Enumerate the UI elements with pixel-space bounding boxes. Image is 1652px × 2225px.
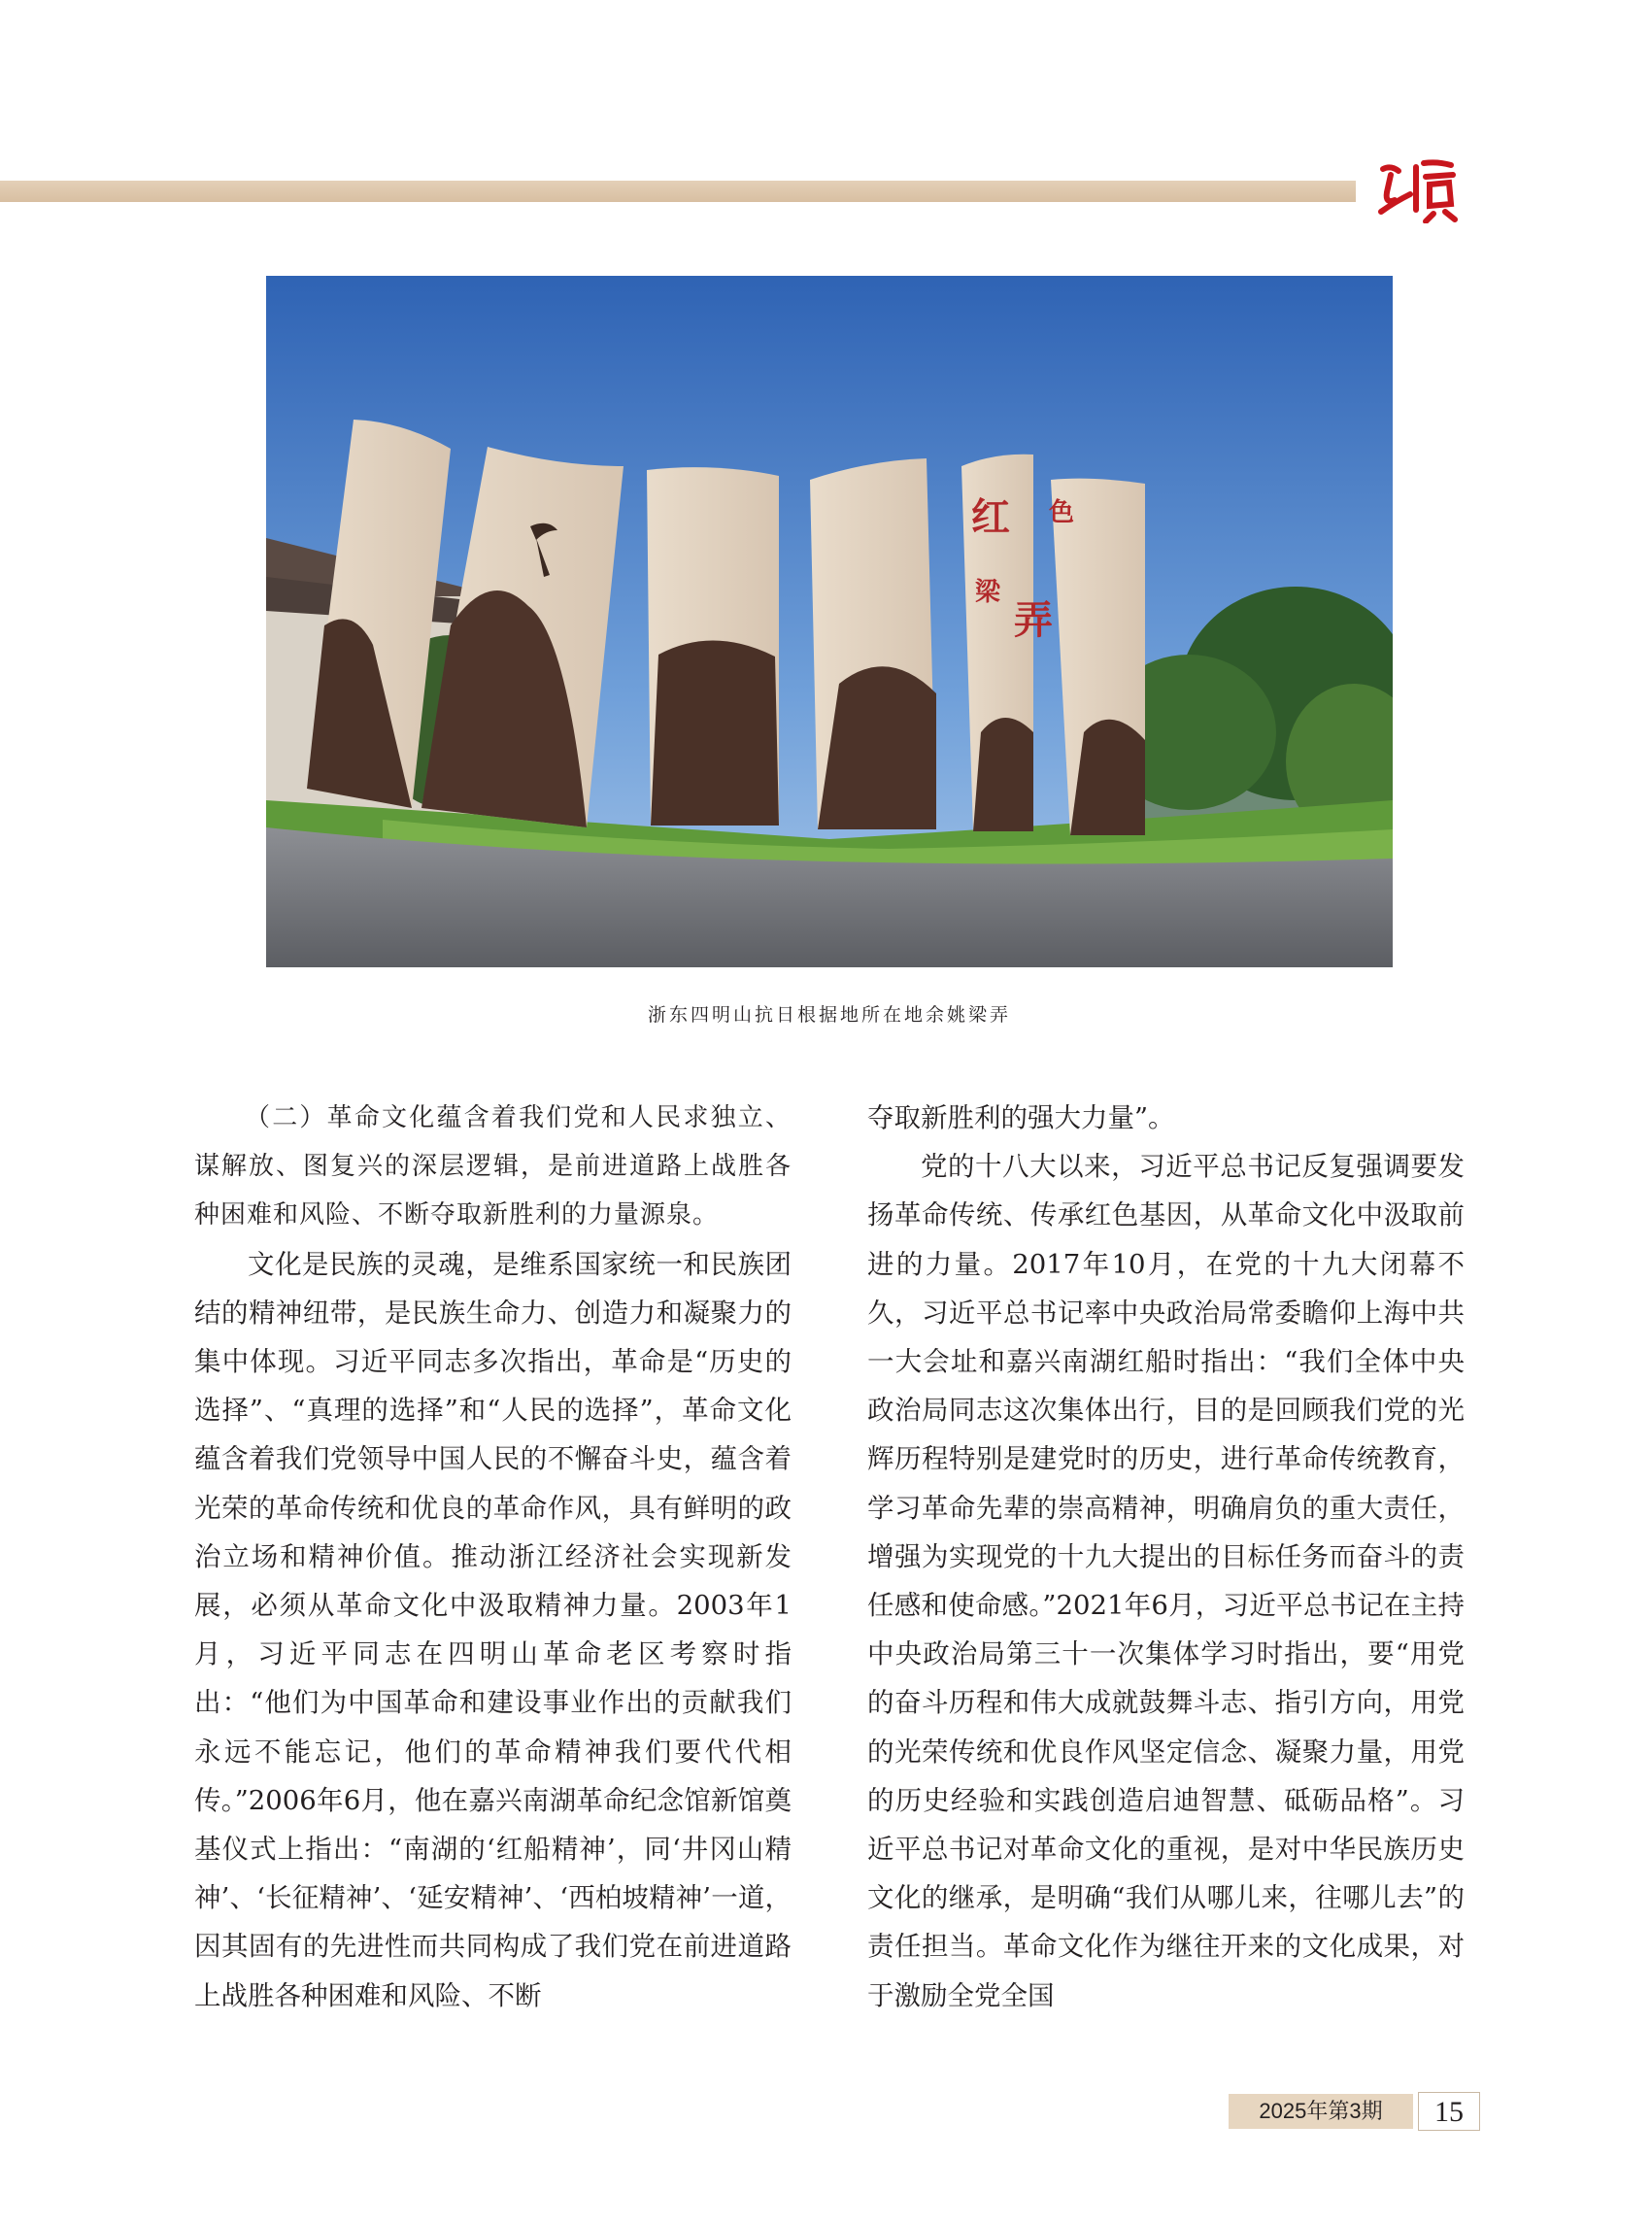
figure-caption: 浙东四明山抗日根据地所在地余姚梁弄 xyxy=(647,1004,1011,1026)
monument-char-4: 弄 xyxy=(1014,597,1053,643)
monument-photo xyxy=(266,276,1393,967)
article-column-right xyxy=(867,1094,1465,2020)
issue-label: 2025年第3期 xyxy=(1229,2094,1413,2129)
monument-char-2: 色 xyxy=(1049,498,1075,527)
body-paragraph: 党的十八大以来，习近平总书记反复强调要发扬革命传统、传承红色基因，从革命文化中汲取前进的力量。2017年10月，在党的十九大闭幕不久，习近平总书记率中央政治局常委瞻仰上海中共一大会址和嘉兴南湖红船时指出：“我们全体中央政治局同志这次集体出行，目的是回顾我们党的光辉历程特别是建党时的历史，进行革命传统教育，学习革命先辈的崇高精神，明确肩负的重大责任，增强为实现党的十九大提出的目标任务而奋斗的责任感和使命感。”2021年6月，习近平总书记在主持中央政治局第三十一次集体学习时指出，要“用党的奋斗历程和伟大成就鼓舞斗志、指引方向，用党的光荣传统和优良作风坚定信念、凝聚力量，用党的历史经验和实践创造启迪智慧、砥砺品格”。习近平总书记对革命文化的重视，是对中华民族历史文化的继承，是明确“我们从哪儿来，往哪儿去”的责任担当。革命文化作为继往开来的文化成果，对于激励全党全国 xyxy=(867,1151,1465,2011)
body-paragraph: 文化是民族的灵魂，是维系国家统一和民族团结的精神纽带，是民族生命力、创造力和凝聚力的集中体现。习近平同志多次指出，革命是“历史的选择”、“真理的选择”和“人民的选择”，革命文化蕴含着我们党领导中国人民的不懈奋斗史，蕴含着光荣的革命传统和优良的革命作风，具有鲜明的政治立场和精神价值。推动浙江经济社会实现新发展，必须从革命文化中汲取精神力量。2003年1月，习近平同志在四明山革命老区考察时指出：“他们为中国革命和建设事业作出的贡献我们永远不能忘记，他们的革命精神我们要代代相传。”2006年6月，他在嘉兴南湖革命纪念馆新馆奠基仪式上指出：“南湖的‘红船精神’，同‘井冈山精神’、‘长征精神’、‘延安精神’、‘西柏坡精神’一道，因其固有的先进性而共同构成了我们党在前进道路上战胜各种困难和风险、不断 xyxy=(194,1248,792,2011)
body-paragraph-continued: 夺取新胜利的强大力量”。 xyxy=(867,1102,1175,1133)
magazine-logo xyxy=(1377,155,1465,223)
monument-char-3: 梁 xyxy=(975,578,1001,607)
page-number: 15 xyxy=(1418,2092,1480,2131)
article-column-left xyxy=(194,1094,792,2020)
monument-char-1: 红 xyxy=(971,494,1010,540)
section-heading: （二）革命文化蕴含着我们党和人民求独立、谋解放、图复兴的深层逻辑，是前进道路上战胜各种困难和风险、不断夺取新胜利的力量源泉。 xyxy=(194,1103,792,1230)
header-band xyxy=(0,181,1356,202)
